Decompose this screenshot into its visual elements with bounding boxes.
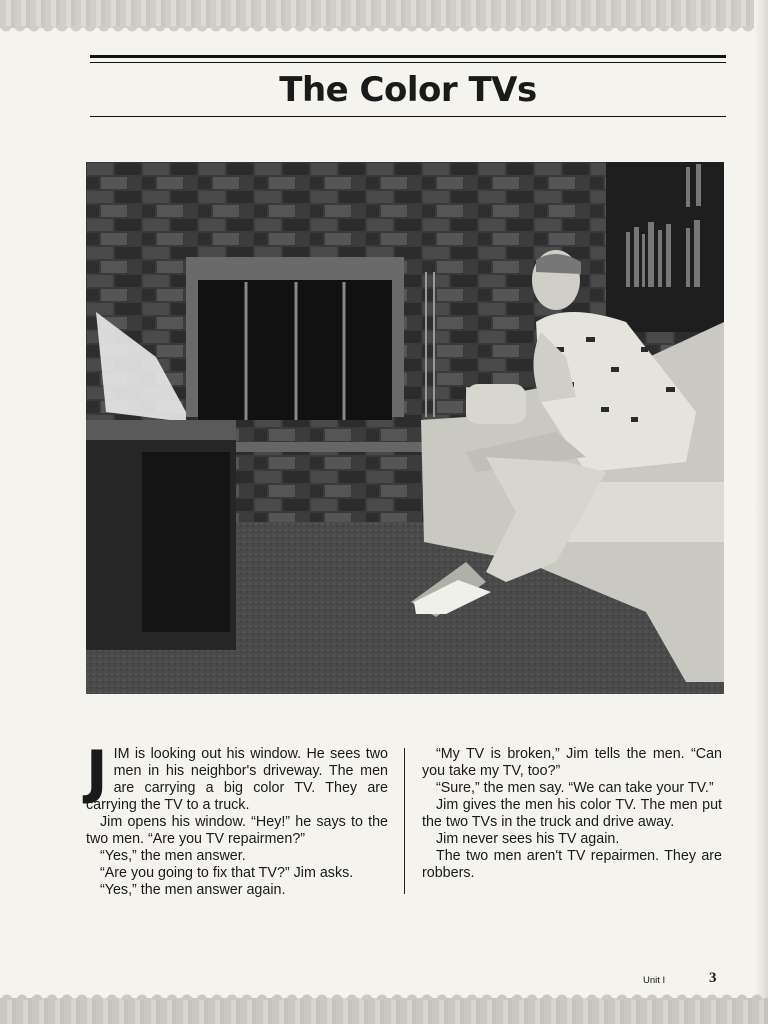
page-title: The Color TVs (279, 70, 537, 110)
column-divider (404, 748, 405, 894)
story-paragraph: “Are you going to fix that TV?” Jim asks. (100, 865, 354, 881)
photo-man-on-sofa (86, 162, 724, 694)
page-number: 3 (709, 970, 717, 986)
drop-cap: J (86, 738, 108, 806)
story-paragraph: Jim opens his window. “Hey!” he says to the two men. “Are you TV repairmen?” (86, 814, 388, 847)
story-paragraph: Jim gives the men his color TV. The men put the two TVs in the truck and drive away. (422, 797, 722, 830)
story-paragraph-text: IM is looking out his window. He sees two men in his neighbor's driveway. The men are carrying a big color TV. They are carrying the TV to a truck. (86, 746, 388, 813)
story-paragraph: “Yes,” the men answer again. (100, 882, 286, 898)
story-column-right (422, 746, 722, 882)
story-paragraph (86, 738, 388, 814)
story-paragraph: “My TV is broken,” Jim tells the men. “Can you take my TV, too?” (422, 746, 722, 779)
story-column-left (86, 738, 388, 899)
story-paragraph: “Sure,” the men say. “We can take your TV.” (436, 780, 714, 796)
title-rule-thick (90, 55, 726, 58)
title-rule-thin (90, 62, 726, 63)
footer-unit-label: Unit I (643, 975, 666, 986)
story-paragraph: The two men aren't TV repairmen. They are robbers. (422, 848, 722, 881)
story-paragraph: “Yes,” the men answer. (100, 848, 246, 864)
torn-top-edge (0, 0, 768, 28)
title-rule-under (90, 116, 726, 117)
torn-bottom-edge (0, 998, 768, 1024)
page-right-edge (754, 0, 768, 1024)
photo-illustration (86, 162, 724, 694)
story-paragraph: Jim never sees his TV again. (436, 831, 620, 847)
